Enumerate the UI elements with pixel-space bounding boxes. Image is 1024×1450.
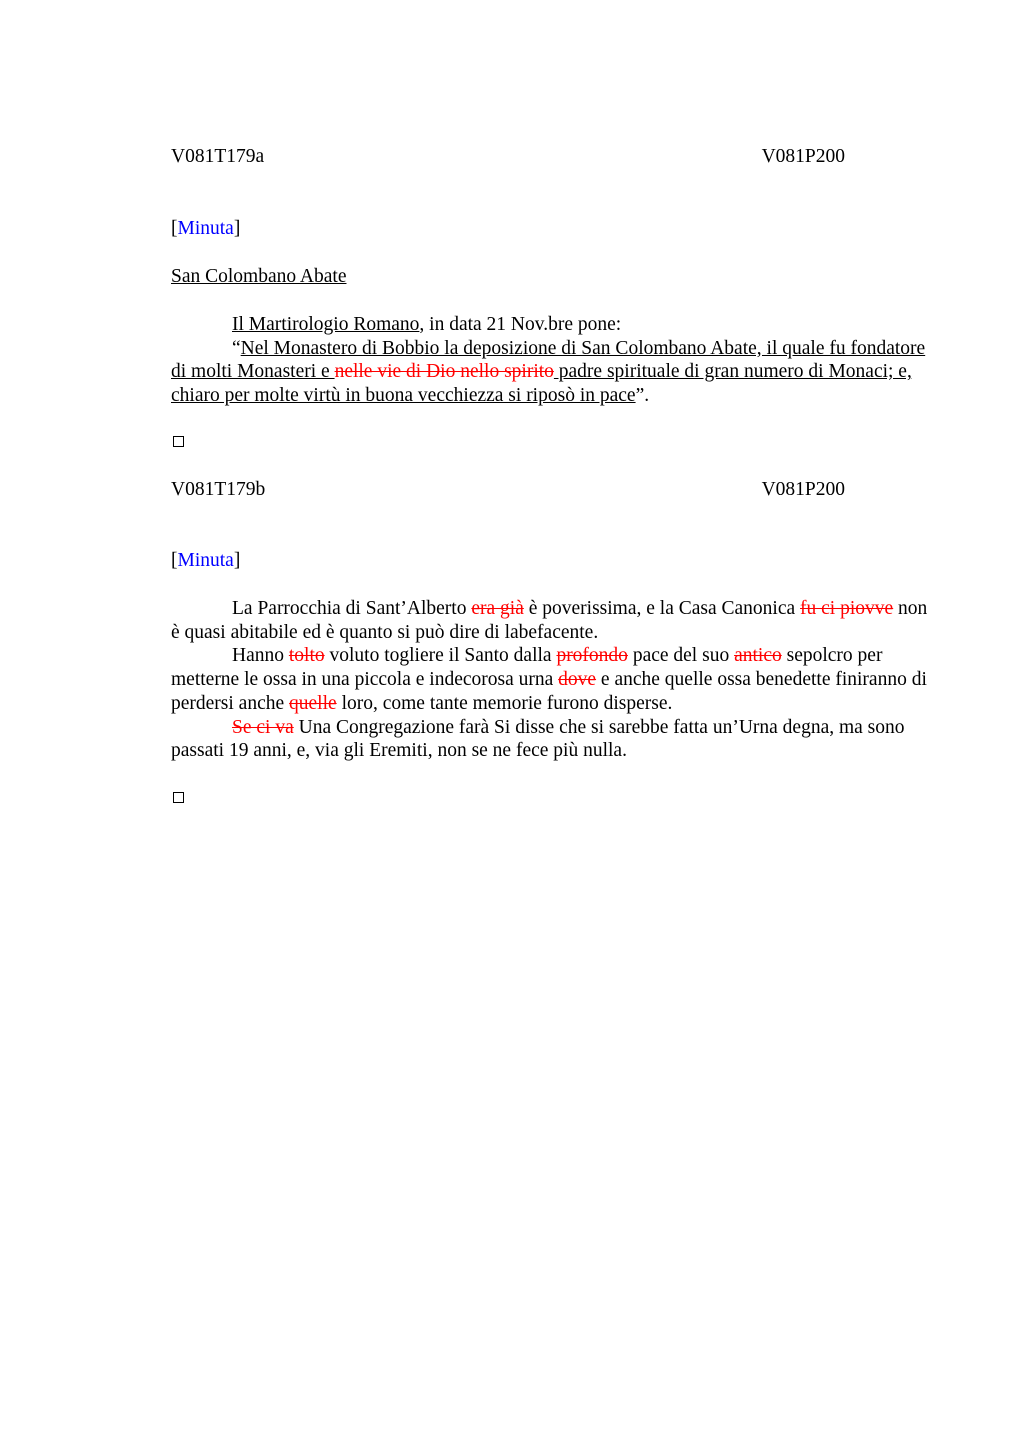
deleted-text: antico <box>734 645 782 667</box>
text: non è quasi abitabile ed è quanto si può dire di labefacente. <box>171 598 928 643</box>
text: loro, come tante memorie furono disperse. <box>336 692 673 714</box>
deleted-text: quelle <box>289 692 337 714</box>
entry-a-page-ref: V081P200 <box>761 146 845 167</box>
quote-close: ”. <box>635 385 650 407</box>
entry-b-paragraph-3 <box>171 716 931 763</box>
entry-a-quote <box>171 337 931 408</box>
entry-a-header <box>171 146 845 170</box>
text: Hanno <box>232 645 289 667</box>
entry-b-id: V081T179b <box>171 479 266 500</box>
end-square-icon <box>173 436 184 447</box>
quote-open: “ <box>232 337 241 359</box>
deleted-text: dove <box>558 669 597 691</box>
bracket-close: ] <box>233 218 241 239</box>
quote-part-1: Nel Monastero di Bobbio la deposizione di San Colombano Abate, il quale fu fondatore di molti Monasteri e <box>171 337 926 383</box>
entry-b-minuta-label <box>171 549 931 573</box>
text: è poverissima, e la Casa Canonica <box>523 598 801 619</box>
bracket-close: ] <box>233 550 241 571</box>
entry-b-page-ref: V081P200 <box>761 479 845 500</box>
entry-a-paragraph-1 <box>171 313 931 337</box>
entry-a-id: V081T179a <box>171 146 265 167</box>
text: pace del suo <box>627 645 735 667</box>
minuta-tag: Minuta <box>177 218 234 239</box>
deleted-text: tolto <box>288 645 325 667</box>
martirologio-ref: Il Martirologio Romano <box>232 314 420 335</box>
text: voluto togliere il Santo dalla <box>324 645 557 667</box>
entry-a-body <box>171 313 931 408</box>
text: La Parrocchia di Sant’Alberto <box>232 598 472 619</box>
text: sepolcro per metterne le ossa in una piccola e indecorosa urna <box>171 645 883 691</box>
entry-a-minuta-label <box>171 217 931 241</box>
deleted-text: era già <box>471 598 524 619</box>
bracket-open: [ <box>171 218 178 239</box>
bracket-open: [ <box>171 550 178 571</box>
entry-b-paragraph-2 <box>171 644 931 715</box>
text: e anche quelle ossa benedette finiranno di perdersi anche <box>171 669 927 714</box>
deleted-text: profondo <box>556 645 628 667</box>
entry-a-title <box>171 265 931 289</box>
deleted-text: nelle vie di Dio nello spirito <box>334 361 554 383</box>
entry-b-paragraph-1 <box>171 597 931 644</box>
deleted-text: Se ci va <box>232 716 294 738</box>
quote-part-2: padre spirituale di gran numero di Monaci; e, chiaro per molte virtù in buona vecchiezza si riposò in pace <box>171 361 912 407</box>
minuta-tag: Minuta <box>177 550 234 571</box>
end-square-icon <box>173 792 184 803</box>
entry-b-body <box>171 597 931 763</box>
title-text: San Colombano Abate <box>171 266 347 287</box>
text: Una Congregazione farà Si disse che si sarebbe fatta un’Urna degna, ma sono passati 19 anni, e, via gli Eremiti, non se ne fece più nulla. <box>171 716 905 762</box>
deleted-text: fu ci piovve <box>800 598 894 619</box>
date-text: , in data 21 Nov.bre pone: <box>419 314 622 335</box>
entry-b-header <box>171 479 845 503</box>
